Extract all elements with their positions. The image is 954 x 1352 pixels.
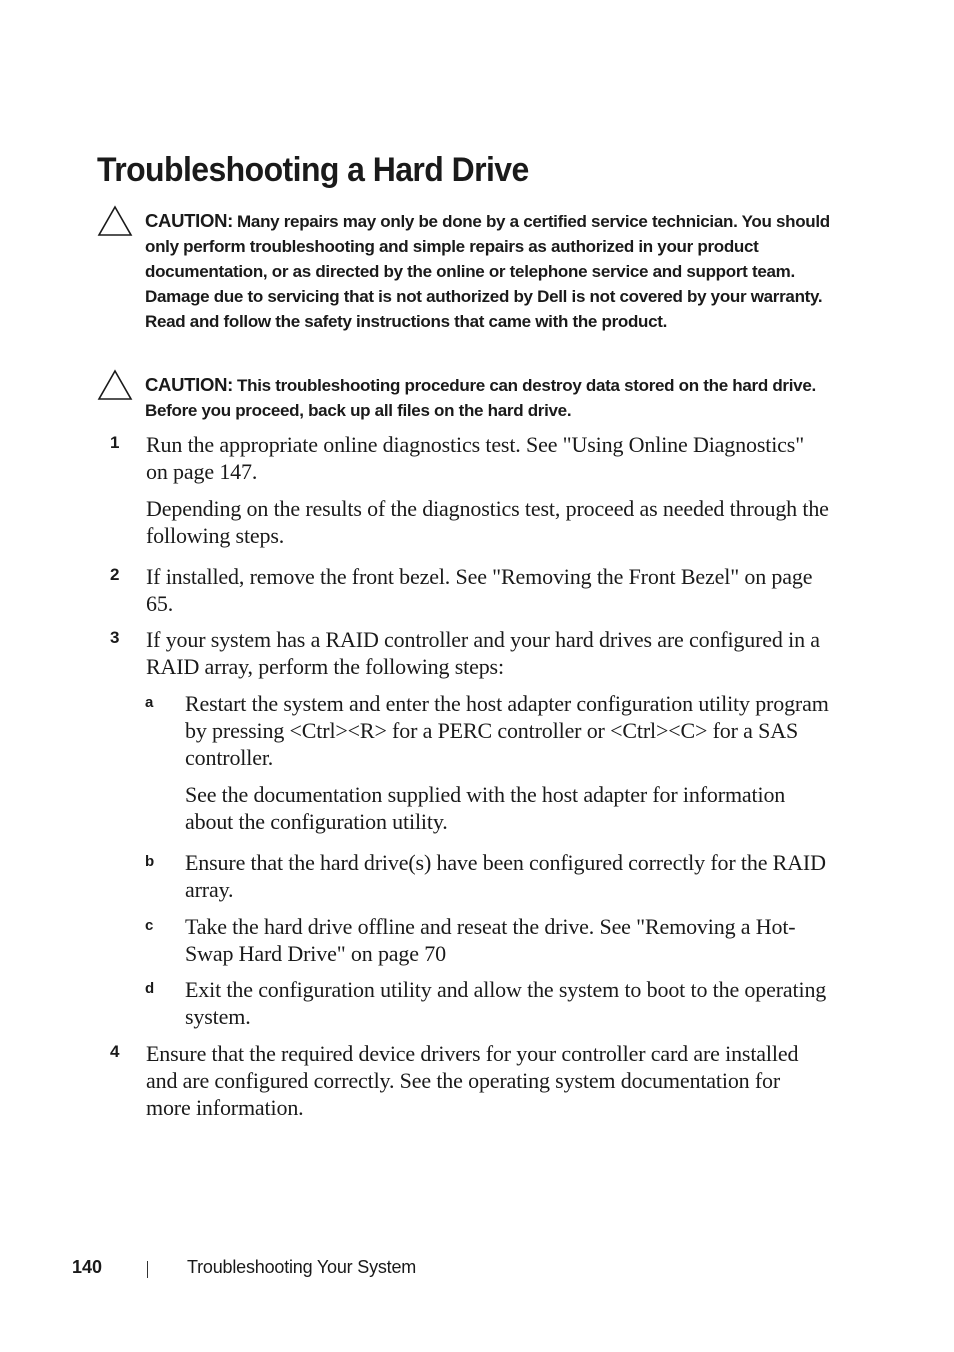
footer-section-title: Troubleshooting Your System [187,1257,417,1277]
page-number: 140 [72,1257,103,1277]
substep-letter: a [145,694,154,711]
caution-triangle-icon [97,204,133,238]
step-text: Depending on the results of the diagnostics test, proceed as needed through the following steps. [146,496,829,548]
step-4 [110,1040,830,1121]
footer-divider [147,1261,148,1278]
step-number: 2 [110,565,120,584]
caution-triangle-icon [97,368,133,402]
caution-label: CAUTION: [145,374,234,395]
step-number: 3 [110,628,120,647]
substep-letter: c [145,917,154,934]
substep-text: Exit the configuration utility and allow the system to boot to the operating system. [185,977,827,1029]
substep-a [145,690,835,835]
caution-text [145,372,837,423]
caution-notice-2 [97,372,837,423]
substep-text: Ensure that the hard drive(s) have been configured correctly for the RAID array. [185,850,826,902]
substep-letter: d [145,980,155,997]
caution-message: Many repairs may only be done by a certified service technician. You should only perform troubleshooting and simple repairs as authorized in your product documentation, or as directed by the online or telephone service and support team. Damage due to servicing that is not authorized by Dell is not covered by your warranty. Read and follow the safety instructions that came with the product. [145,212,830,331]
substep-letter: b [145,853,155,870]
step-text: Ensure that the required device drivers for your controller card are installed and are configured correctly. See the operating system documentation for more information. [146,1041,799,1120]
step-text: If installed, remove the front bezel. See "Removing the Front Bezel" on page 65. [146,564,813,616]
step-2 [110,563,830,617]
substep-text: Restart the system and enter the host adapter configuration utility program by pressing <Ctrl><R> for a PERC controller or <Ctrl><C> for a SAS controller. [185,691,829,770]
substep-d [145,976,835,1030]
substep-c [145,913,835,967]
step-1 [110,431,830,549]
step-text: Run the appropriate online diagnostics test. See "Using Online Diagnostics" on page 147. [146,432,805,484]
page-title: Troubleshooting a Hard Drive [97,151,529,189]
substep-text: See the documentation supplied with the host adapter for information about the configuration utility. [185,782,786,834]
caution-text [145,208,837,334]
caution-label: CAUTION: [145,210,234,231]
step-number: 4 [110,1042,120,1061]
step-number: 1 [110,433,120,452]
caution-notice-1 [97,208,837,334]
substep-b [145,849,835,903]
step-3 [110,626,830,680]
substep-text: Take the hard drive offline and reseat the drive. See "Removing a Hot-Swap Hard Drive" on page 70 [185,914,796,966]
step-text: If your system has a RAID controller and your hard drives are configured in a RAID array, perform the following steps: [146,627,820,679]
caution-message: This troubleshooting procedure can destroy data stored on the hard drive. Before you proceed, back up all files on the hard drive. [145,376,816,420]
